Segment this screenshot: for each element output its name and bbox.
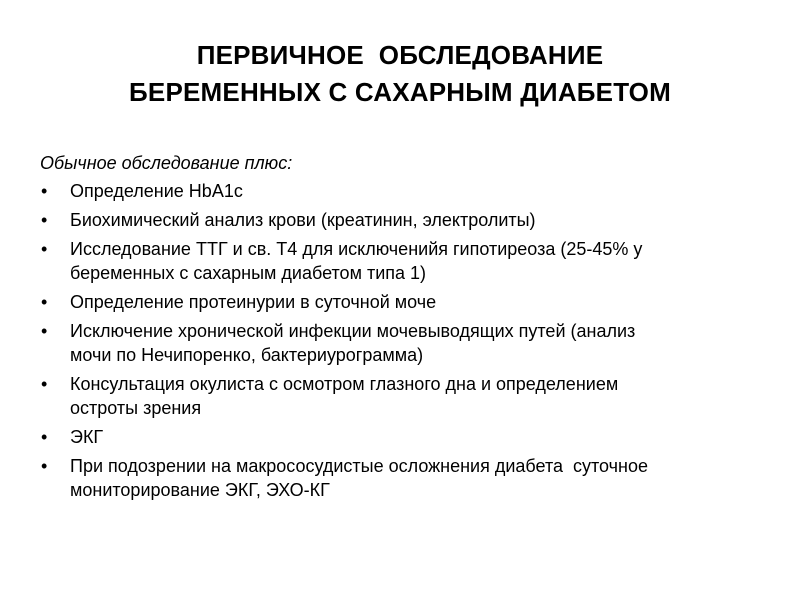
list-item-text: Биохимический анализ крови (креатинин, электролиты) <box>70 210 536 230</box>
bullet-icon: • <box>41 427 48 447</box>
list-item-text-continued: остроты зрения <box>70 398 202 418</box>
list-item-text-continued: беременных с сахарным диабетом типа 1) <box>70 263 427 283</box>
list-item-text: Консультация окулиста с осмотром глазного дна и определением <box>70 374 619 394</box>
bullet-icon: • <box>41 321 48 341</box>
list-item-text-continued: мониторирование ЭКГ, ЭХО-КГ <box>70 480 330 500</box>
bullet-list <box>40 179 770 502</box>
slide-body <box>40 151 770 507</box>
list-item <box>40 372 770 420</box>
list-item-text: Исключение хронической инфекции мочевыводящих путей (анализ <box>70 321 636 341</box>
bullet-icon: • <box>41 181 48 201</box>
list-item <box>40 425 770 449</box>
bullet-icon: • <box>41 210 48 230</box>
bullet-icon: • <box>41 292 48 312</box>
intro-text: Обычное обследование плюс: <box>40 153 293 173</box>
list-item <box>40 454 770 502</box>
list-item-text: Определение протеинурии в суточной моче <box>70 292 437 312</box>
bullet-icon: • <box>41 374 48 394</box>
slide-title <box>40 37 760 111</box>
list-item-text: Исследование ТТГ и св. Т4 для исключенийя гипотиреоза (25-45% у <box>70 239 643 259</box>
bullet-icon: • <box>41 456 48 476</box>
bullet-icon: • <box>41 239 48 259</box>
list-item <box>40 179 770 203</box>
list-item-text: При подозрении на макрососудистые осложнения диабета суточное <box>70 456 649 476</box>
list-item <box>40 208 770 232</box>
list-item-text: ЭКГ <box>70 427 104 447</box>
slide-title-line-1: ПЕРВИЧНОЕ ОБСЛЕДОВАНИЕ <box>196 40 604 70</box>
list-item <box>40 290 770 314</box>
list-item-text-continued: мочи по Нечипоренко, бактериурограмма) <box>70 345 424 365</box>
list-item <box>40 237 770 285</box>
slide-title-line-2: БЕРЕМЕННЫХ С САХАРНЫМ ДИАБЕТОМ <box>129 77 671 107</box>
list-item-text: Определение HbA1c <box>70 181 243 201</box>
list-item <box>40 319 770 367</box>
